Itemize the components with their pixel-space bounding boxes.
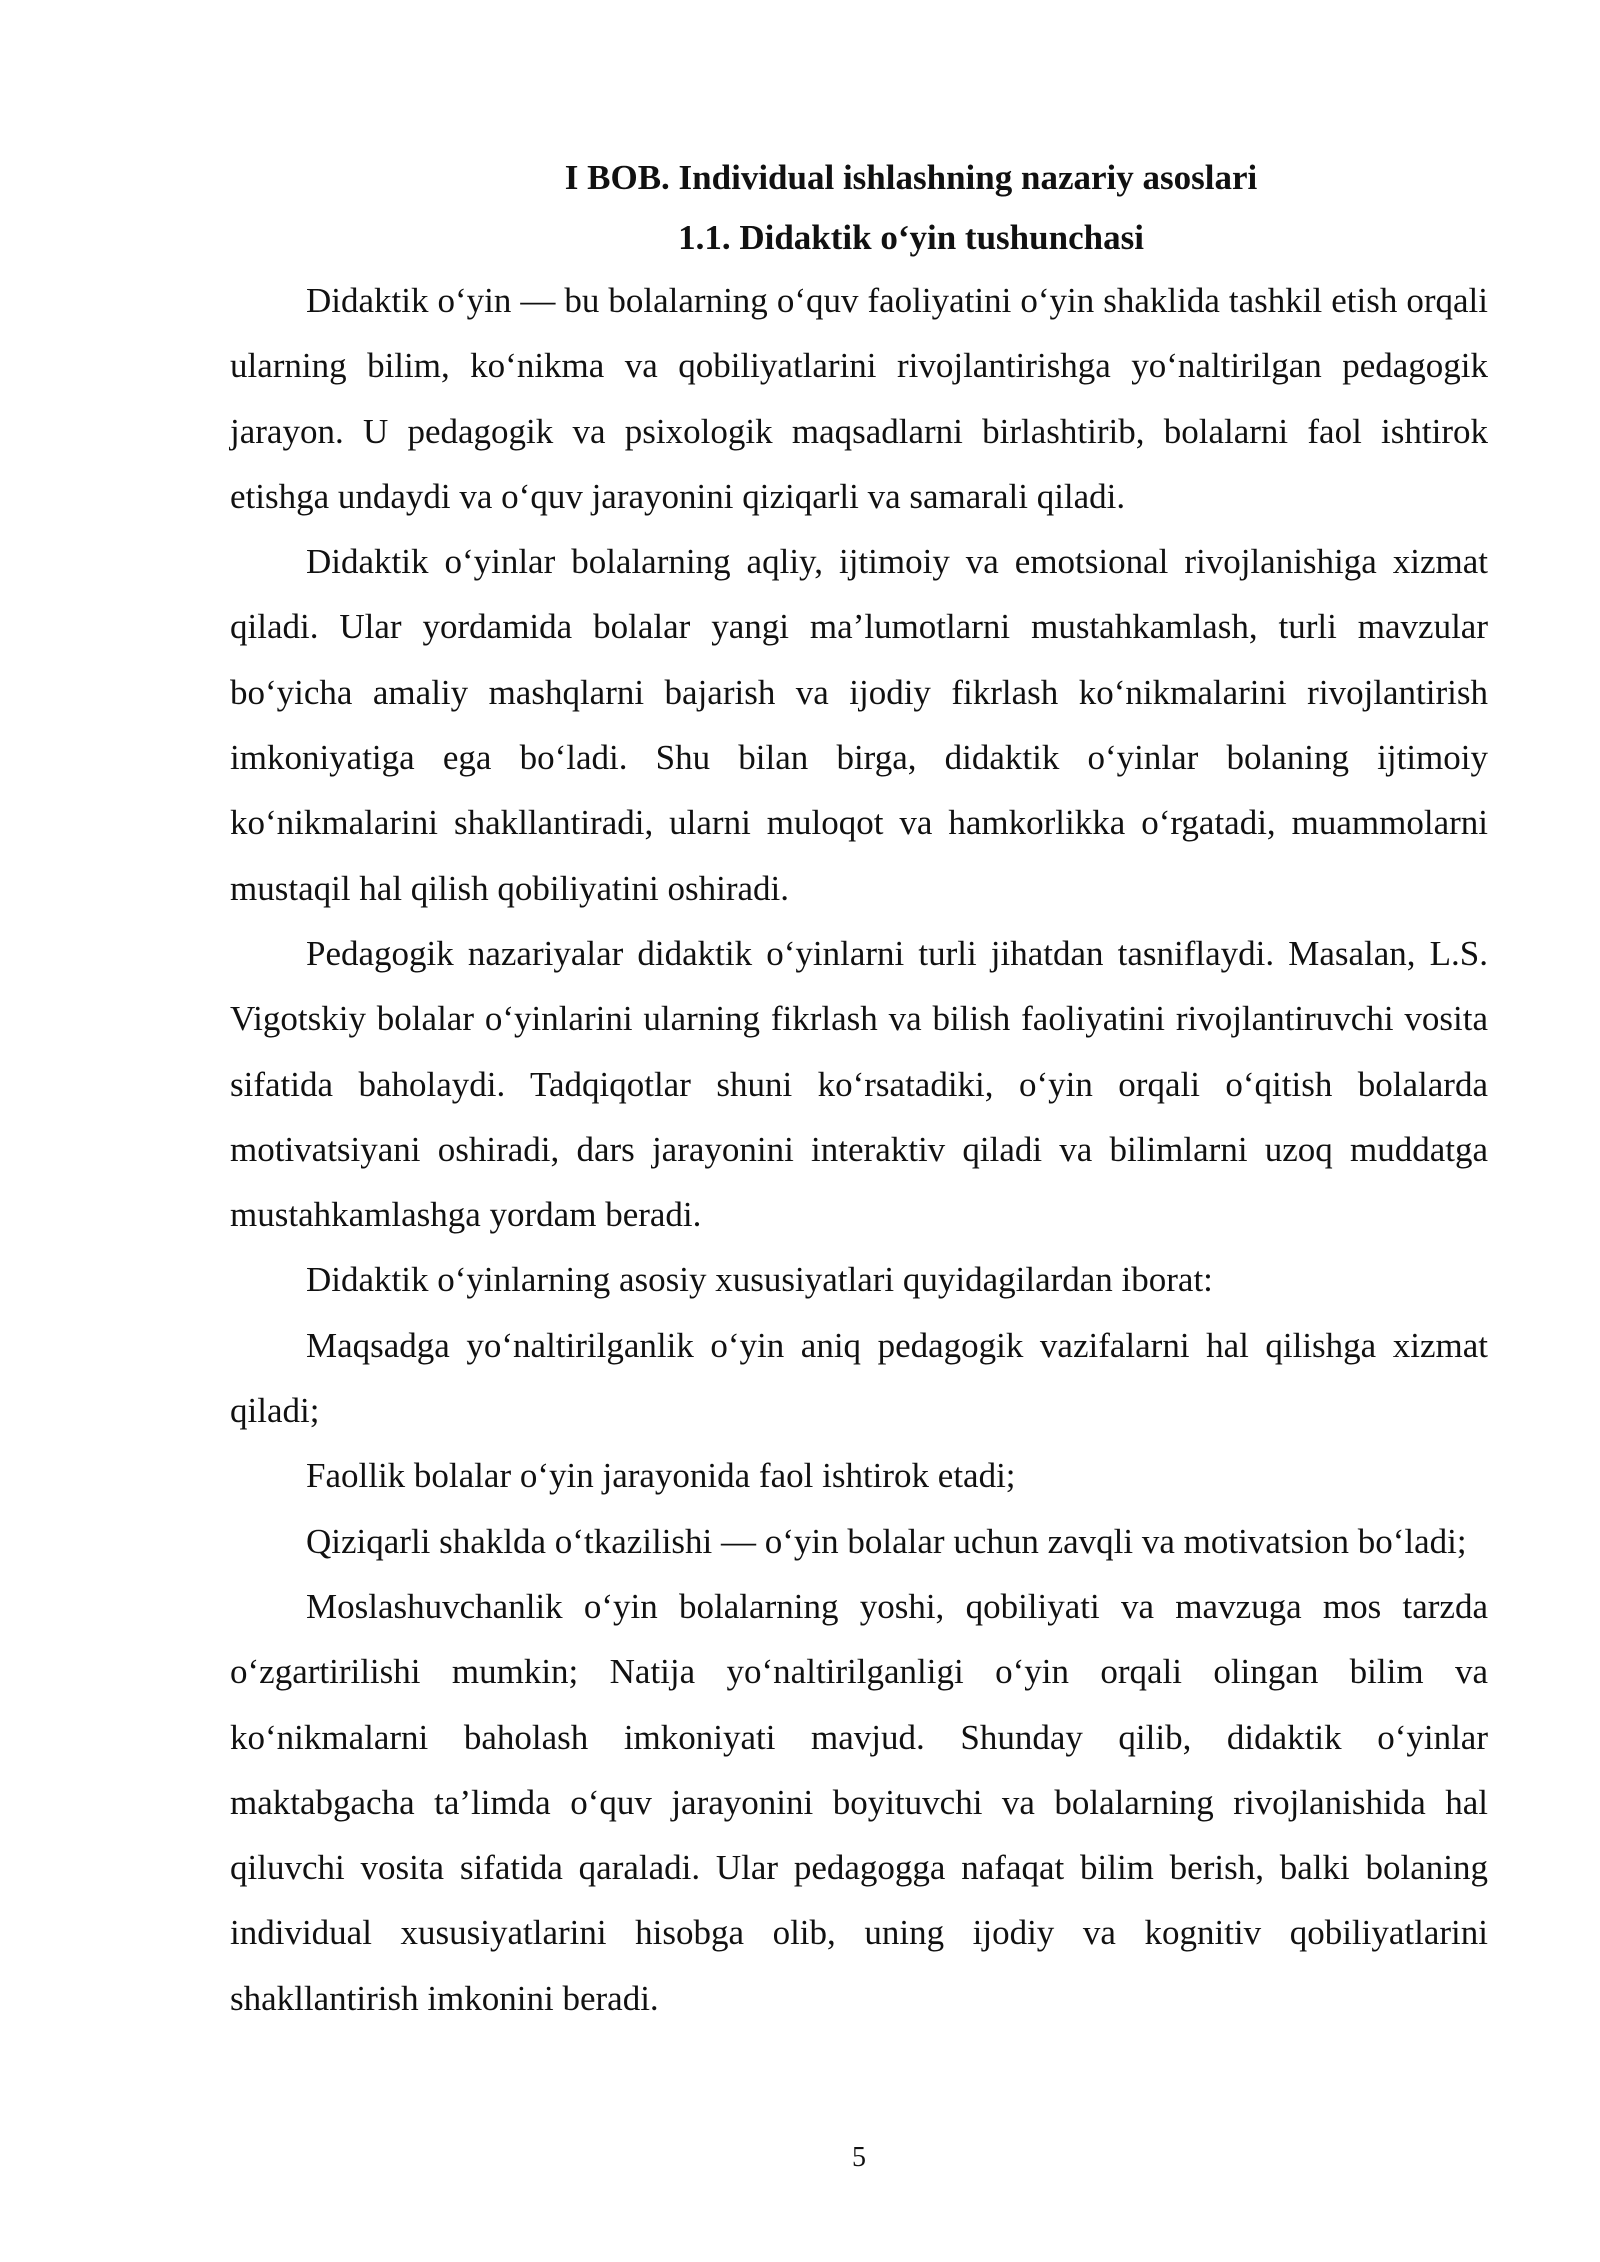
paragraph-features-intro: Didaktik oʻyinlarning asosiy xususiyatlari quyidagilardan iborat: bbox=[306, 1260, 1213, 1300]
page-number: 5 bbox=[852, 2142, 866, 2173]
paragraph-feature-activity: Faollik bolalar oʻyin jarayonida faol ishtirok etadi; bbox=[306, 1456, 1016, 1496]
paragraph-theories: Pedagogik nazariyalar didaktik oʻyinlarni turli jihatdan tasniflaydi. Masalan, L.S. Vigotskiy bolalar oʻyinlarini ularning fikrlash va bilish faoliyatini rivojlantiruvchi vosita sifatida baholaydi. Tadqiqotlar shuni koʻrsatadiki, oʻyin orqali oʻqitish bolalarda motivatsiyani oshiradi, dars jarayonini interaktiv qiladi va bilimlarni uzoq muddatga mustahkamlashga yordam beradi. bbox=[230, 933, 1488, 1235]
paragraph-feature-interest: Qiziqarli shaklda oʻtkazilishi — oʻyin bolalar uchun zavqli va motivatsion boʻladi; bbox=[306, 1521, 1467, 1561]
page-content bbox=[230, 148, 1488, 2031]
paragraph-feature-purpose: Maqsadga yoʻnaltirilganlik oʻyin aniq pedagogik vazifalarni hal qilishga xizmat qiladi; bbox=[230, 1325, 1488, 1431]
paragraph-definition: Didaktik oʻyin — bu bolalarning oʻquv faoliyatini oʻyin shaklida tashkil etish orqali ularning bilim, koʻnikma va qobiliyatlarini rivojlantirishga yoʻnaltirilgan pedagogik jarayon. U pedagogik va psixologik maqsadlarni birlashtirib, bolalarni faol ishtirok etishga undaydi va oʻquv jarayonini qiziqarli va samarali qiladi. bbox=[230, 281, 1488, 516]
chapter-title: I BOB. Individual ishlashning nazariy asoslari bbox=[564, 158, 1258, 197]
paragraph-development: Didaktik oʻyinlar bolalarning aqliy, ijtimoiy va emotsional rivojlanishiga xizmat qiladi. Ular yordamida bolalar yangi ma’lumotlarni mustahkamlash, turli mavzular boʻyicha amaliy mashqlarni bajarish va ijodiy fikrlash koʻnikmalarini rivojlantirish imkoniyatiga ega boʻladi. Shu bilan birga, didaktik oʻyinlar bolaning ijtimoiy koʻnikmalarini shakllantiradi, ularni muloqot va hamkorlikka oʻrgatadi, muammolarni mustaqil hal qilish qobiliyatini oshiradi. bbox=[230, 542, 1488, 908]
section-title: 1.1. Didaktik oʻyin tushunchasi bbox=[678, 218, 1144, 257]
paragraph-feature-flexibility: Moslashuvchanlik oʻyin bolalarning yoshi, qobiliyati va mavzuga mos tarzda oʻzgartirilishi mumkin; Natija yoʻnaltirilganligi oʻyin orqali olingan bilim va koʻnikmalarni baholash imkoniyati mavjud. Shunday qilib, didaktik oʻyinlar maktabgacha ta’limda oʻquv jarayonini boyituvchi va bolalarning rivojlanishida hal qiluvchi vosita sifatida qaraladi. Ular pedagogga nafaqat bilim berish, balki bolaning individual xususiyatlarini hisobga olib, uning ijodiy va kognitiv qobiliyatlarini shakllantirish imkonini beradi. bbox=[230, 1586, 1488, 2018]
